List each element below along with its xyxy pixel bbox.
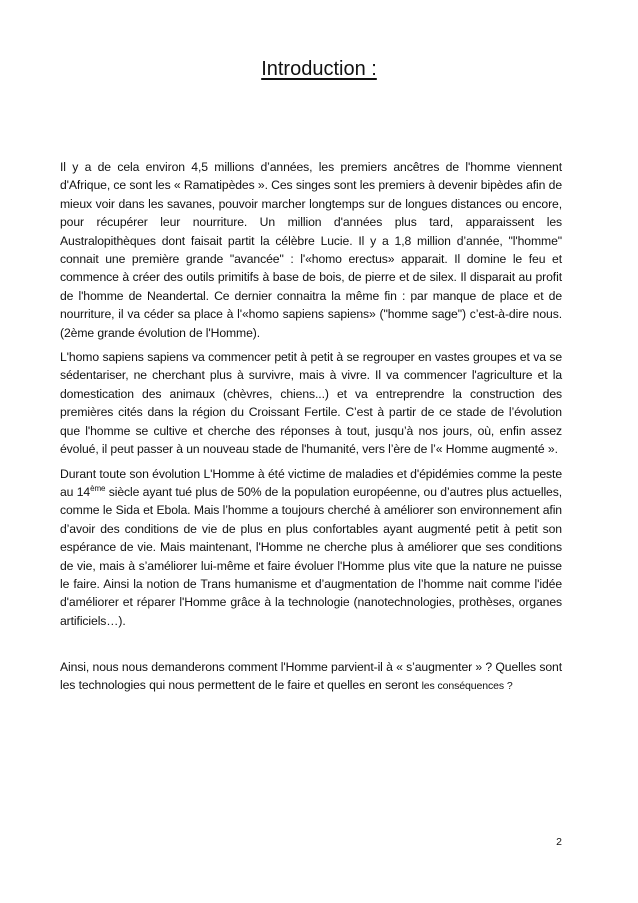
body-text — [60, 158, 562, 636]
paragraph-sedentarisation: L'homo sapiens sapiens va commencer petit à petit à se regrouper en vastes groupes et va se sédentariser, ne cherchant plus à survivre, mais à vivre. Il va commencer l'agriculture et la domestication des animaux (chèvres, chiens...) et va entreprendre la construction des premières cités dans la région du Croissant Fertile. C’est à partir de ce stade de l’évolution que l'homme se cultive et cherche des réponses à tout, jusqu’à nos jours, où, enfin assez évolué, il peut passer à un nouveau stade de l'humanité, vers l’ère de l’« Homme augmenté ». — [60, 350, 562, 457]
paragraph-evolution-disease — [60, 465, 562, 631]
paragraph-origins: Il y a de cela environ 4,5 millions d’années, les premiers ancêtres de l'homme viennent d'Afrique, ce sont les « Ramatipèdes ». Ces singes sont les premiers à devenir bipèdes afin de mieux voir dans les savanes, pouvoir marcher longtemps sur de longues distances ou encore, pour récupérer leur nourriture. Un million d'années plus tard, apparaissent les Australopithèques dont faisait partit la célèbre Lucie. Il y a 1,8 million d’année, "l'homme" connait une première grande "avancée" : l'«homo erectus» apparait. Il domine le feu et commence à créer des outils primitifs à base de bois, de pierre et de silex. Il disparait au profit de l'homme de Neandertal. Ce dernier connaitra la même fin : par manque de place et de nourriture, il va céder sa place à l'«homo sapiens sapiens» ("homme sage") c’est-à-dire nous. (2ème grande évolution de l'Homme). — [60, 160, 562, 340]
paragraph-3-end: siècle ayant tué plus de 50% de la population européenne, ou d’autres plus actuelles, comme le Sida et Ebola. Mais l’homme a toujours cherché à améliorer son environnement afin d’avoir des conditions de vie de plus en plus confortables ayant augmenté petit à petit son espérance de vie. Mais maintenant, l'Homme ne cherche plus à améliorer que ses conditions de vie, mais à s’améliorer lui-même et faire évoluer l'Homme plus vite que la nature ne puisse le faire. Ainsi la notion de Trans humanisme et d’augmentation de l’homme nait comme l'idée d'améliorer et réparer l'Homme grâce à la technologie (nanotechnologies, prothèses, organes artificiels…). — [60, 484, 563, 628]
problematic-tail: les conséquences ? — [421, 680, 513, 693]
page-number: 2 — [556, 836, 562, 848]
paragraph-problematic — [60, 658, 562, 696]
page-title: Introduction : — [261, 58, 377, 80]
problematic-main: Ainsi, nous nous demanderons comment l'Homme parvient-il à « s’augmenter » ? Quelles sont les technologies qui nous permettent de le faire et quelles en seront — [60, 660, 562, 693]
paragraph-3-start: Durant toute son évolution L'Homme à été victime de maladies et d'épidémies comme la peste au 14 — [60, 466, 562, 499]
superscript-eme: ème — [90, 483, 106, 493]
